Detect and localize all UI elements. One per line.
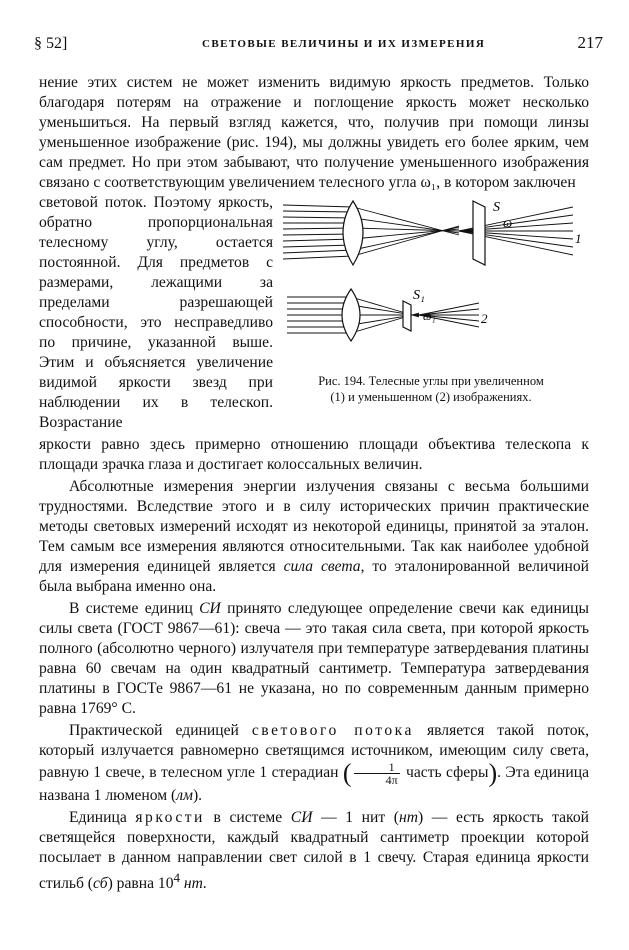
p5-text-b: в системе xyxy=(204,809,291,826)
paren-close: ) xyxy=(488,758,498,788)
fraction xyxy=(354,761,400,786)
p5-text-c: — 1 нит ( xyxy=(312,809,399,826)
label-omega1: ω₁ xyxy=(423,309,436,323)
p4-unit-lm: лм xyxy=(176,787,193,804)
p5-text-a: Единица xyxy=(69,809,136,826)
p4-text-d: . Эта единица названа 1 люменом ( xyxy=(39,764,589,804)
caption-line-2: (1) и уменьшенном (2) изображениях. xyxy=(330,390,532,404)
lens-upper xyxy=(343,201,363,265)
label-s: S xyxy=(493,200,500,215)
figure-194-drawing xyxy=(273,193,589,373)
paragraph-1-end: яркости равно здесь примерно отношению площади объектива телескопа к площади зрачка глаза и достигает колоссальных величин. xyxy=(39,436,589,473)
fraction-numerator: 1 xyxy=(354,761,400,774)
p5-unit-nt-2: нт. xyxy=(183,875,207,893)
p5-si: СИ xyxy=(290,809,313,826)
p5-text-d: ) — есть яркость такой светящейся поверхности, каждый квадратный сантиметр проекции которой посылает в данном направлении свет силой в 1 свечу. Старая единица яркости стильб ( xyxy=(39,809,589,893)
label-omega: ω xyxy=(503,215,513,230)
running-header xyxy=(34,33,603,57)
p4-text-b: является такой поток, который излучается равномерно светящимся источником, имеющим силу света, равную 1 свече, в телесном угле 1 стерадиан xyxy=(39,722,590,782)
p3-text-b: принято следующее определение свечи как единицы силы света (ГОСТ 9867—61): свеча — это такая сила света, при которой яркость полного (абсолютно черного) излучателя при температуре затвердевания платины равна 60 свечам на один квадратный сантиметр. Температура затвердевания платины в ГОСТе 9867—61 не указана, но по современным данным примерно равна 1769° С. xyxy=(39,600,589,717)
paragraph-3 xyxy=(39,599,589,719)
section-number: § 52] xyxy=(34,35,68,52)
p3-si: СИ xyxy=(199,600,221,617)
screen-s xyxy=(473,201,485,265)
p5-text-e: ) равна 10 xyxy=(107,875,174,893)
paragraph-5 xyxy=(39,808,589,894)
figure-rays-upper xyxy=(283,205,573,259)
page-number: 217 xyxy=(577,33,603,52)
p2-term-luminous-intensity: сила света xyxy=(283,558,361,575)
p5-spaced-term: яркости xyxy=(135,809,205,826)
paragraph-2 xyxy=(39,477,589,597)
p2-text-b: , то эталонированной величиной была выбрана именно она. xyxy=(39,558,589,595)
label-s1: S₁ xyxy=(413,288,425,303)
p4-text-c: часть сферы xyxy=(401,764,489,782)
paragraph-1-wrapped: световой поток. Поэтому яркость, обратно пропорциональная телесному углу, остается постоянной. Для предметов с размерами, лежащими за пределами разрешающей способности, это несправедливо по причине, указанной выше. Этим и объясняется увеличение видимой яркости звезд при наблюдении их в телескоп. Возрастание xyxy=(39,194,273,431)
p3-text-a: В системе единиц xyxy=(69,600,200,617)
screen-s1 xyxy=(403,301,411,331)
figure-rays-lower xyxy=(287,297,479,333)
paragraph-4 xyxy=(39,721,589,806)
figure-caption xyxy=(273,373,589,405)
p2-text-a: Абсолютные измерения энергии излучения связаны с весьма большими трудностями. Вследствие этого и в силу исторических причин практические методы световых измерений исходят из некоторой единицы, принятой за эталон. Тем самым все измерения являются относительными. Так как наиболее удобной для измерения единицей является xyxy=(39,478,589,575)
figure-194 xyxy=(273,193,589,415)
label-2: 2 xyxy=(481,311,488,326)
p4-text-e: ). xyxy=(192,787,203,804)
paragraph-1-intro: нение этих систем не может изменить видимую яркость предметов. Только благодаря потерям на отражение и поглощение яркость может несколько уменьшиться. На первый взгляд кажется, что, получив при помощи линзы уменьшенное изображение (рис. 194), мы должны увидеть его более ярким, чем сам предмет. Но при этом забывают, что получение уменьшенного изображения связано с соответствующим увеличением телесного угла ω₁, в котором заключен xyxy=(39,74,589,191)
p5-exponent: 4 xyxy=(173,870,180,885)
p5-unit-nt: нт xyxy=(398,809,418,826)
p4-spaced-term: светового потока xyxy=(251,722,414,739)
paren-open: ( xyxy=(342,758,352,788)
label-1: 1 xyxy=(575,231,582,246)
p4-text-a: Практической единицей xyxy=(69,722,252,739)
caption-line-1: Рис. 194. Телесные углы при увеличенном xyxy=(318,374,544,388)
p5-unit-sb: сб xyxy=(93,875,108,893)
running-title: СВЕТОВЫЕ ВЕЛИЧИНЫ И ИХ ИЗМЕРЕНИЯ xyxy=(202,38,486,50)
fraction-denominator: 4π xyxy=(385,773,398,787)
body-text xyxy=(39,73,589,894)
